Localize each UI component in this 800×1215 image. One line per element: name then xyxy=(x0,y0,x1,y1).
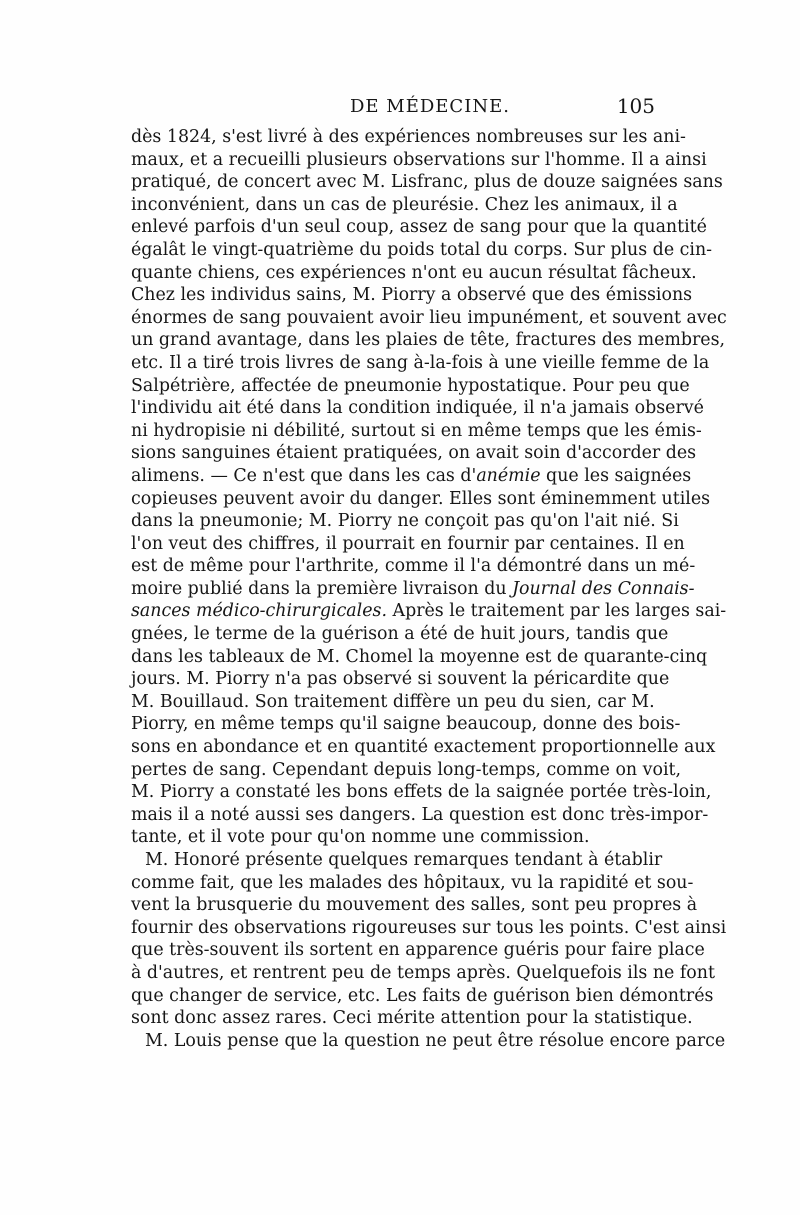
text-line xyxy=(131,510,679,533)
text-segment: copieuses peuvent avoir du danger. Elles sont éminemment utiles xyxy=(131,488,711,509)
text-line xyxy=(131,849,663,872)
text-segment: etc. Il a tiré trois livres de sang à-la-fois à une vieille femme de la xyxy=(131,352,710,373)
text-segment: alimens. — Ce n'est que dans les cas d' xyxy=(131,465,477,486)
italic-text: Journal des Connais- xyxy=(512,578,695,599)
text-segment: M. Honoré présente quelques remarques tendant à établir xyxy=(145,850,663,870)
text-segment: M. Piorry a constaté les bons effets de la saignée portée très-loin, xyxy=(131,782,712,803)
text-segment: M. Bouillaud. Son traitement diffère un peu du sien, car M. xyxy=(131,691,655,712)
text-segment: maux, et a recueilli plusieurs observations sur l'homme. Il a ainsi xyxy=(131,149,707,170)
text-line xyxy=(131,465,692,488)
text-segment: tante, et il vote pour qu'on nomme une commission. xyxy=(131,827,590,848)
text-segment: l'on veut des chiffres, il pourrait en fournir par centaines. Il en xyxy=(131,533,685,554)
text-segment: sions sanguines étaient pratiquées, on avait soin d'accorder des xyxy=(131,443,697,464)
text-line xyxy=(131,397,704,420)
text-segment: que changer de service, etc. Les faits de guérison bien démontrés xyxy=(131,985,714,1006)
text-segment: égalât le vingt-quatrième du poids total du corps. Sur plus de cin- xyxy=(131,239,713,260)
text-line xyxy=(131,917,727,940)
text-segment: à d'autres, et rentrent peu de temps après. Quelquefois ils ne font xyxy=(131,962,715,983)
text-segment: dès 1824, s'est livré à des expériences nombreuses sur les ani- xyxy=(131,127,686,147)
text-line xyxy=(131,126,686,149)
running-head xyxy=(120,96,655,126)
text-segment: enlevé parfois d'un seul coup, assez de sang pour que la quantité xyxy=(131,217,707,238)
text-line xyxy=(131,307,727,330)
text-segment: Piorry, en même temps qu'il saigne beaucoup, donne des bois- xyxy=(131,714,681,735)
text-segment: pertes de sang. Cependant depuis long-temps, comme on voit, xyxy=(131,759,682,780)
text-line xyxy=(131,420,702,443)
text-segment: inconvénient, dans un cas de pleurésie. Chez les animaux, il a xyxy=(131,194,678,215)
text-line xyxy=(131,985,714,1008)
text-line xyxy=(131,194,678,217)
text-line xyxy=(131,375,690,398)
text-line xyxy=(131,352,710,375)
text-line xyxy=(131,1007,693,1030)
text-line xyxy=(131,555,696,578)
text-line xyxy=(131,262,697,285)
text-line xyxy=(131,488,711,511)
text-segment: vent la brusquerie du mouvement des salles, sont peu propres à xyxy=(131,895,698,916)
text-segment: gnées, le terme de la guérison a été de huit jours, tandis que xyxy=(131,624,669,645)
text-line xyxy=(131,713,681,736)
text-segment: dans les tableaux de M. Chomel la moyenne est de quarante-cinq xyxy=(131,646,708,667)
text-line xyxy=(131,962,715,985)
body-text xyxy=(131,126,727,1052)
text-segment: Chez les individus sains, M. Piorry a observé que des émissions xyxy=(131,285,693,306)
text-line xyxy=(131,578,695,601)
text-line xyxy=(131,284,693,307)
text-line xyxy=(131,600,727,623)
text-line xyxy=(131,691,653,714)
text-line xyxy=(131,149,707,172)
text-segment: dans la pneumonie; M. Piorry ne conçoit pas qu'on l'ait nié. Si xyxy=(131,511,679,532)
text-line xyxy=(131,1030,726,1053)
running-title: DE MÉDECINE. xyxy=(350,96,510,117)
text-segment: énormes de sang pouvaient avoir lieu impunément, et souvent avec xyxy=(131,307,727,328)
text-line xyxy=(131,804,709,827)
text-segment: sont donc assez rares. Ceci mérite attention pour la statistique. xyxy=(131,1008,693,1029)
text-line xyxy=(131,826,653,849)
text-segment: ni hydropisie ni débilité, surtout si en même temps que les émis- xyxy=(131,420,702,441)
text-line xyxy=(131,872,694,895)
text-segment: un grand avantage, dans les plaies de tête, fractures des membres, xyxy=(131,330,726,351)
text-segment: quante chiens, ces expériences n'ont eu aucun résultat fâcheux. xyxy=(131,262,697,283)
page-number: 105 xyxy=(616,94,655,118)
text-segment: est de même pour l'arthrite, comme il l'a démontré dans un mé- xyxy=(131,556,696,577)
italic-text: anémie xyxy=(476,465,541,486)
text-line xyxy=(131,442,697,465)
text-segment: comme fait, que les malades des hôpitaux, vu la rapidité et sou- xyxy=(131,872,694,893)
text-line xyxy=(131,533,685,556)
text-segment: Après le traitement par les larges sai- xyxy=(386,601,727,622)
text-segment: moire publié dans la première livraison du xyxy=(131,578,513,599)
text-segment: mais il a noté aussi ses dangers. La question est donc très-impor- xyxy=(131,804,709,825)
text-segment: M. Louis pense que la question ne peut être résolue encore parce xyxy=(145,1030,726,1051)
text-line xyxy=(131,668,670,691)
text-segment: jours. M. Piorry n'a pas observé si souvent la péricardite que xyxy=(131,669,670,690)
text-line xyxy=(131,939,705,962)
text-line xyxy=(131,329,726,352)
text-segment: fournir des observations rigoureuses sur tous les points. C'est ainsi xyxy=(131,917,727,938)
text-segment: Salpétrière, affectée de pneumonie hypostatique. Pour peu que xyxy=(131,375,690,396)
text-line xyxy=(131,216,707,239)
text-line xyxy=(131,781,712,804)
text-segment: sons en abondance et en quantité exactement proportionnelle aux xyxy=(131,737,716,758)
text-segment: pratiqué, de concert avec M. Lisfranc, plus de douze saignées sans xyxy=(131,172,723,193)
text-line xyxy=(131,239,713,262)
text-line xyxy=(131,171,723,194)
text-segment: l'individu ait été dans la condition indiquée, il n'a jamais observé xyxy=(131,398,704,419)
text-line xyxy=(131,646,708,669)
italic-text: sances médico-chirurgicales. xyxy=(131,601,387,622)
text-segment: que les saignées xyxy=(540,465,692,486)
text-line xyxy=(131,759,682,782)
text-line xyxy=(131,736,716,759)
text-line xyxy=(131,894,698,917)
text-line xyxy=(131,623,669,646)
text-segment: que très-souvent ils sortent en apparence guéris pour faire place xyxy=(131,940,705,961)
